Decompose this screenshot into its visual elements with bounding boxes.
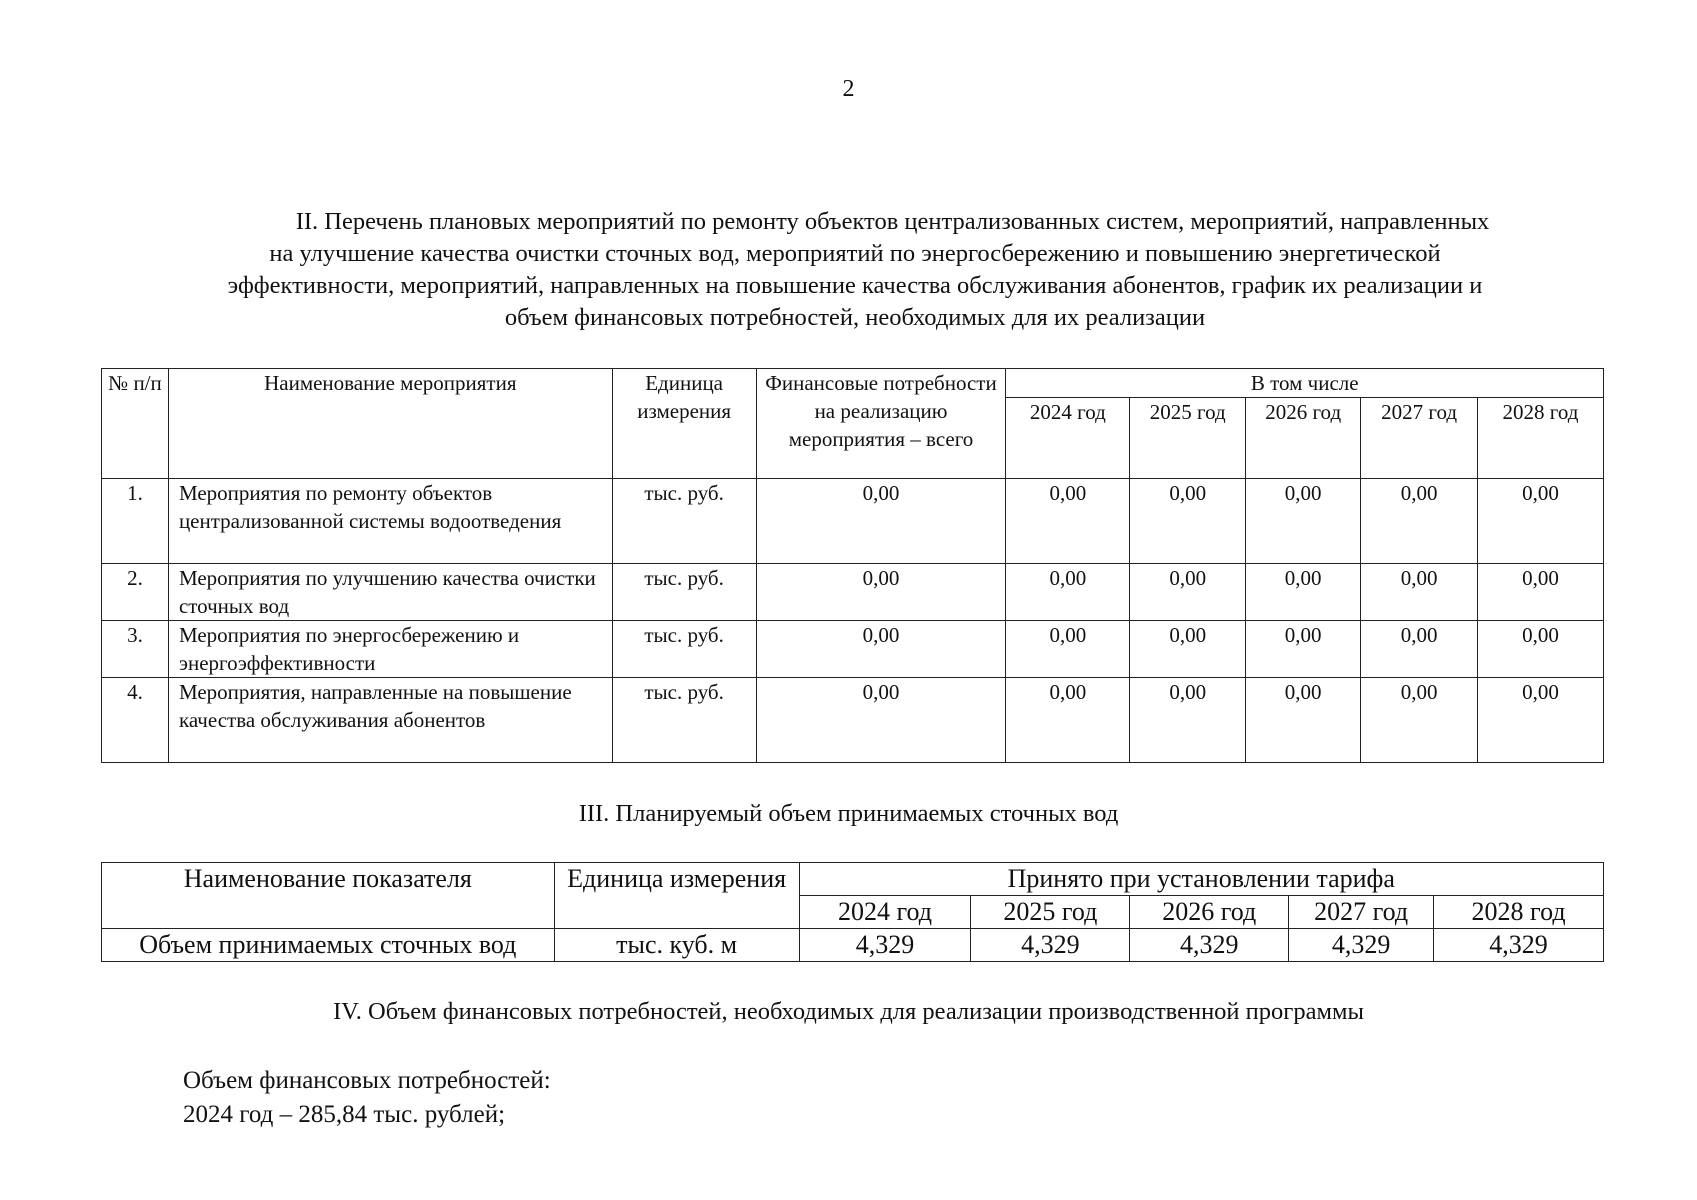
section-4-title: IV. Объем финансовых потребностей, необходимых для реализации производственной программы <box>333 998 1364 1025</box>
row-year-value: 4,329 <box>1434 929 1604 962</box>
row-year-value: 0,00 <box>1130 621 1246 678</box>
section-2-title-line-3: эффективности, мероприятий, направленных на повышение качества обслуживания абонентов, график их реализации и <box>227 272 1483 299</box>
row-name: Объем принимаемых сточных вод <box>102 929 555 962</box>
row-year-value: 0,00 <box>1478 678 1604 763</box>
row-year-value: 4,329 <box>799 929 971 962</box>
finance-volume-label: Объем финансовых потребностей: <box>183 1067 551 1094</box>
row-year-value: 0,00 <box>1130 678 1246 763</box>
row-year-value: 0,00 <box>1246 678 1361 763</box>
header-indicator-name: Наименование показателя <box>102 863 555 929</box>
row-name: Мероприятия по улучшению качества очистки сточных вод <box>168 564 612 621</box>
row-unit: тыс. руб. <box>612 621 756 678</box>
table-row <box>102 479 1604 564</box>
row-year-value: 0,00 <box>1130 564 1246 621</box>
finance-volume-2024: 2024 год – 285,84 тыс. рублей; <box>183 1101 506 1128</box>
row-name: Мероприятия, направленные на повышение качества обслуживания абонентов <box>168 678 612 763</box>
row-year-value: 0,00 <box>1006 564 1130 621</box>
row-unit: тыс. руб. <box>612 479 756 564</box>
row-unit: тыс. руб. <box>612 678 756 763</box>
row-year-value: 0,00 <box>1478 564 1604 621</box>
row-year-value: 0,00 <box>1361 678 1478 763</box>
wastewater-volume-table <box>101 862 1604 962</box>
row-num: 3. <box>102 621 169 678</box>
header-year: 2028 год <box>1434 896 1604 929</box>
table-row <box>102 678 1604 763</box>
row-name: Мероприятия по ремонту объектов централизованной системы водоотведения <box>168 479 612 564</box>
row-total: 0,00 <box>756 564 1006 621</box>
header-including: В том числе <box>1006 369 1604 398</box>
table-row <box>102 564 1604 621</box>
header-unit: Единица измерения <box>554 863 799 929</box>
row-year-value: 4,329 <box>971 929 1130 962</box>
header-num: № п/п <box>102 369 169 479</box>
row-total: 0,00 <box>756 621 1006 678</box>
row-year-value: 0,00 <box>1006 479 1130 564</box>
activities-table <box>101 368 1604 763</box>
row-year-value: 0,00 <box>1006 621 1130 678</box>
row-year-value: 0,00 <box>1361 479 1478 564</box>
row-year-value: 4,329 <box>1289 929 1434 962</box>
row-total: 0,00 <box>756 479 1006 564</box>
row-total: 0,00 <box>756 678 1006 763</box>
row-year-value: 0,00 <box>1130 479 1246 564</box>
row-unit: тыс. руб. <box>612 564 756 621</box>
header-finance-total: Финансовые потребности на реализацию мероприятия – всего <box>756 369 1006 479</box>
row-num: 1. <box>102 479 169 564</box>
row-year-value: 0,00 <box>1361 621 1478 678</box>
row-unit: тыс. куб. м <box>554 929 799 962</box>
header-year: 2024 год <box>799 896 971 929</box>
header-accepted-tariff: Принято при установлении тарифа <box>799 863 1603 896</box>
row-year-value: 0,00 <box>1478 621 1604 678</box>
header-year: 2025 год <box>971 896 1130 929</box>
page-number: 2 <box>842 76 855 102</box>
row-year-value: 0,00 <box>1006 678 1130 763</box>
row-name: Мероприятия по энергосбережению и энергоэффективности <box>168 621 612 678</box>
row-year-value: 4,329 <box>1130 929 1289 962</box>
section-3-title: III. Планируемый объем принимаемых сточных вод <box>578 800 1119 827</box>
row-year-value: 0,00 <box>1246 479 1361 564</box>
header-year: 2026 год <box>1246 398 1361 479</box>
header-year: 2027 год <box>1289 896 1434 929</box>
header-year: 2027 год <box>1361 398 1478 479</box>
header-year: 2026 год <box>1130 896 1289 929</box>
header-year: 2025 год <box>1130 398 1246 479</box>
header-name: Наименование мероприятия <box>168 369 612 479</box>
row-year-value: 0,00 <box>1478 479 1604 564</box>
row-year-value: 0,00 <box>1246 621 1361 678</box>
section-2-title-line-4: объем финансовых потребностей, необходимых для их реализации <box>504 304 1206 331</box>
header-year: 2028 год <box>1478 398 1604 479</box>
row-num: 4. <box>102 678 169 763</box>
section-2-title-line-1: II. Перечень плановых мероприятий по ремонту объектов централизованных систем, мероприятий, направленных <box>295 208 1490 235</box>
header-unit: Единица измерения <box>612 369 756 479</box>
row-year-value: 0,00 <box>1246 564 1361 621</box>
header-year: 2024 год <box>1006 398 1130 479</box>
table-row <box>102 621 1604 678</box>
section-2-title <box>110 206 1600 334</box>
section-2-title-line-2: на улучшение качества очистки сточных вод, мероприятий по энергосбережению и повышению энергетической <box>269 240 1441 267</box>
row-year-value: 0,00 <box>1361 564 1478 621</box>
table-row <box>102 929 1604 962</box>
row-num: 2. <box>102 564 169 621</box>
